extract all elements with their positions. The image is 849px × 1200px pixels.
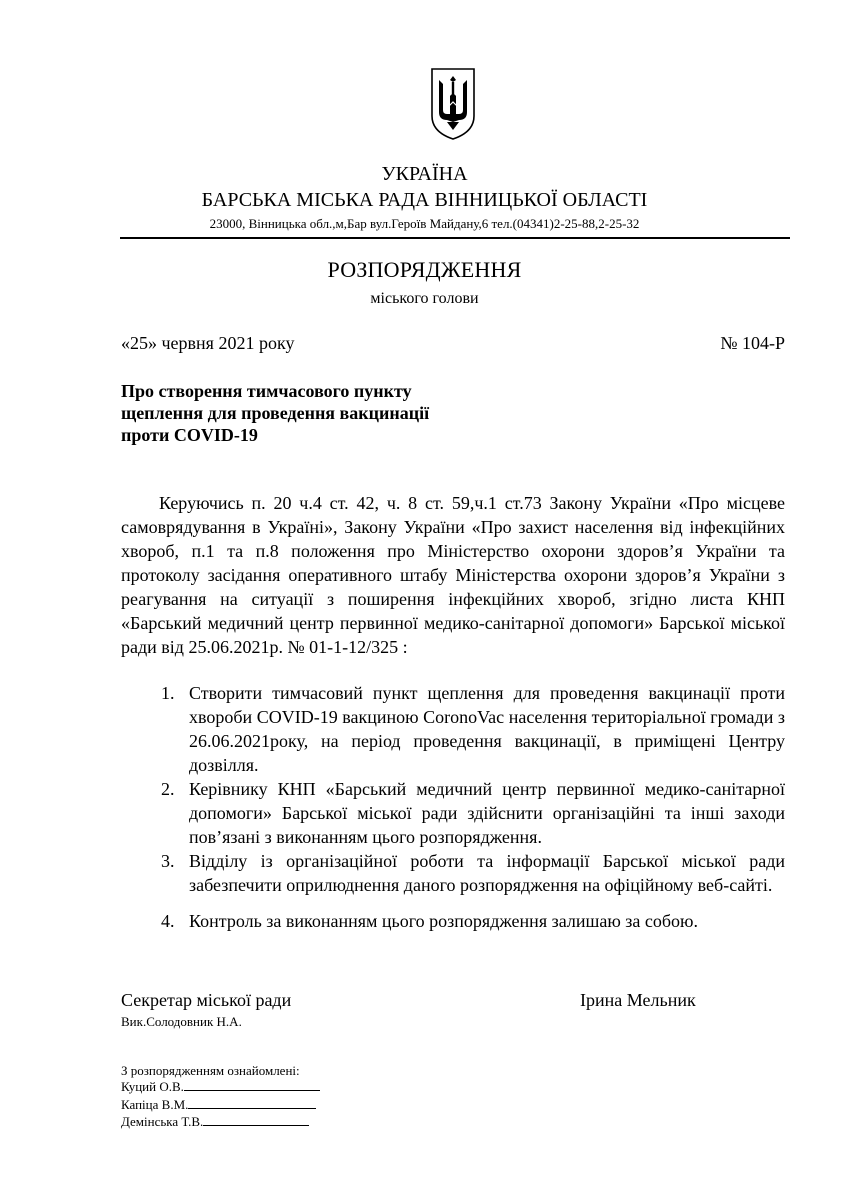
list-item: [161, 777, 785, 849]
document-type: РОЗПОРЯДЖЕННЯ: [327, 257, 522, 282]
acknowledgement-person: Капіца В.М.: [121, 1097, 189, 1112]
item-number: 2.: [161, 779, 175, 799]
document-subtitle: міського голови: [370, 290, 479, 307]
list-item: [161, 849, 785, 897]
item-number: 1.: [161, 683, 175, 703]
preamble-paragraph: Керуючись п. 20 ч.4 ст. 42, ч. 8 ст. 59,ч.1 ст.73 Закону України «Про місцеве самоврядування в Україні», Закону України «Про захист населення від інфекційних хвороб, п.1 та п.8 положення про Міністерство охорони здоров’я України та протоколу засідання оперативного штабу Міністерства охорони здоров’я України з реагування на ситуації з поширення інфекційних хвороб, згідно листа КНП «Барський медичний центр первинної медико-санітарної допомоги» Барської міської ради від 25.06.2021р. № 01-1-12/325 :: [121, 493, 785, 657]
prepared-by: Вик.Солодовник Н.А.: [121, 1014, 242, 1029]
acknowledgement-row: [121, 1078, 320, 1095]
signatory-name: Ірина Мельник: [580, 990, 696, 1010]
signature-line: [184, 1078, 320, 1091]
subject-line: щеплення для проведення вакцинації: [121, 403, 430, 423]
ukraine-trident-emblem-icon: [429, 66, 477, 142]
acknowledgement-row: [121, 1096, 316, 1113]
council-address: 23000, Вінницька обл.,м,Бар вул.Героїв Майдану,6 тел.(04341)2-25-88,2-25-32: [209, 216, 640, 231]
item-text: Керівнику КНП «Барський медичний центр первинної медико-санітарної допомоги» Барської міської ради здійснити організаційні та інші заходи пов’язані з виконанням цього розпорядження.: [189, 779, 785, 847]
acknowledgement-person: Куций О.В.: [121, 1079, 184, 1094]
order-items-list: [161, 681, 785, 933]
item-text: Створити тимчасовий пункт щеплення для проведення вакцинації проти хвороби COVID-19 вакциною CoronoVac населення територіальної громади з 26.06.2021року, на період проведення вакцинації, в приміщені Центру дозвілля.: [189, 683, 785, 775]
header-divider: [120, 237, 790, 239]
document-subject: [121, 380, 541, 446]
document-number: № 104-Р: [720, 333, 785, 353]
acknowledgement-person: Демінська Т.В.: [121, 1114, 204, 1129]
item-text: Контроль за виконанням цього розпорядження залишаю за собою.: [189, 911, 698, 931]
acknowledgement-row: [121, 1113, 309, 1130]
signatory-role: Секретар міської ради: [121, 990, 292, 1010]
signature-line: [203, 1113, 309, 1126]
council-heading: БАРСЬКА МІСЬКА РАДА ВІННИЦЬКОЇ ОБЛАСТІ: [201, 189, 648, 211]
subject-line: проти COVID-19: [121, 425, 258, 445]
item-number: 4.: [161, 911, 175, 931]
list-item: [161, 909, 785, 933]
country-heading: УКРАЇНА: [381, 163, 468, 185]
item-text: Відділу із організаційної роботи та інформації Барської міської ради забезпечити оприлюднення даного розпорядження на офіційному веб-сайті.: [189, 851, 785, 895]
subject-line: Про створення тимчасового пункту: [121, 381, 412, 401]
list-item: [161, 681, 785, 777]
item-number: 3.: [161, 851, 175, 871]
document-date: «25» червня 2021 року: [121, 333, 295, 353]
signature-line: [188, 1096, 316, 1109]
acknowledgement-title: З розпорядженням ознайомлені:: [121, 1063, 300, 1078]
